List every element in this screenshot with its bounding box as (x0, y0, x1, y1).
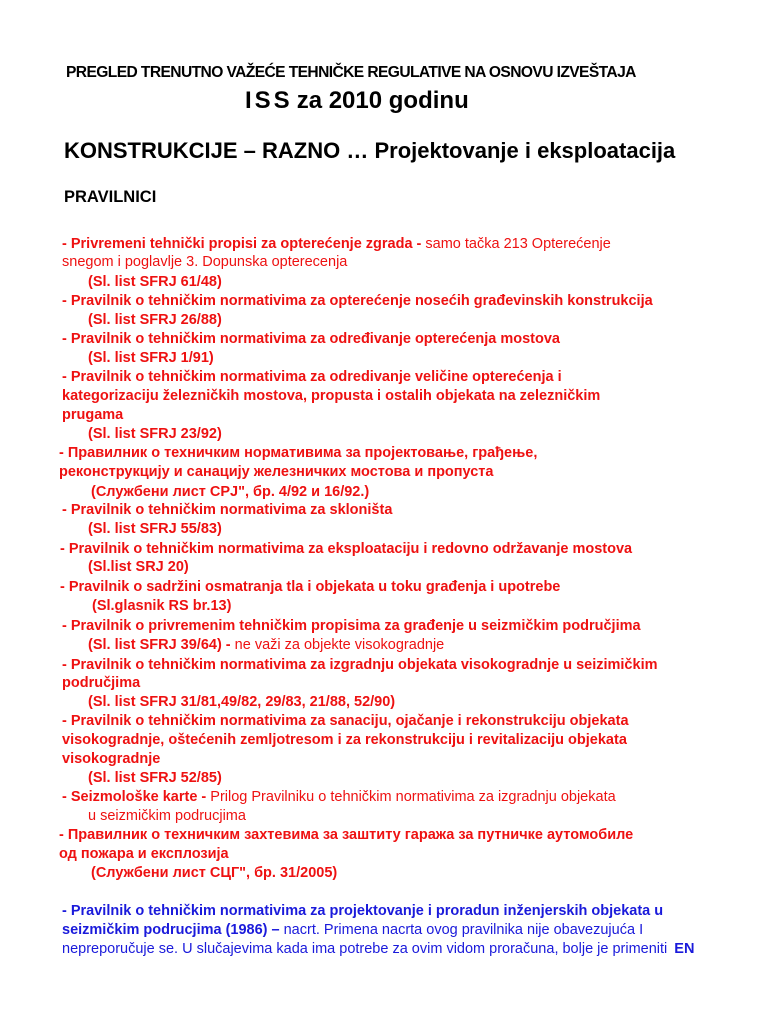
regulation-title: visokogradnje, oštećenih zemljotresom i za rekonstrukciju i revitalizaciju objekata (62, 732, 627, 748)
regulation-title: - Privremeni tehnički propisi za opterećenje zgrada - (62, 236, 422, 252)
regulation-title: - Pravilnik o tehničkim normativima za izgradnju objekata visokogradnje u seizimičkim (62, 657, 658, 673)
regulation-title: реконструкцију и санацију железничких мостова и пропуста (59, 464, 494, 480)
regulation-item (62, 235, 611, 253)
regulation-title: - Pravilnik o tehničkim normativima za sanaciju, ojačanje i rekonstrukciju objekata (62, 713, 629, 729)
regulation-title: - Pravilnik o tehničkim normativima za određivanje opterećenja mostova (62, 331, 560, 347)
regulation-item (62, 921, 643, 939)
regulation-item (62, 940, 694, 958)
iss-label: ISS (245, 87, 293, 114)
regulation-title: - Pravilnik o privremenim tehničkim propisima za građenje u seizmičkim područjima (62, 618, 641, 634)
standard-abbreviation: EN (674, 941, 695, 957)
gazette-reference (88, 636, 444, 654)
regulation-title: - Pravilnik o tehničkim normativima za skloništa (62, 502, 393, 518)
regulation-title: prugama (62, 407, 124, 423)
gazette-reference: (Sl.list SRJ 20) (88, 559, 189, 575)
regulation-item (62, 788, 616, 806)
gazette-reference: (Sl. list SFRJ 55/83) (88, 521, 222, 537)
gazette-reference: (Sl.glasnik RS br.13) (92, 598, 232, 614)
regulation-title: kategorizaciju železničkih mostova, propusta i ostalih objekata na zelezničkim (62, 388, 601, 404)
report-heading: PREGLED TRENUTNO VAŽEĆE TEHNIČKE REGULATIVE NA OSNOVU IZVEŠTAJA (66, 64, 636, 81)
regulation-title: - Seizmološke karte - (62, 789, 207, 805)
regulation-note: samo tačka 213 Opterećenje (421, 236, 611, 252)
regulation-title: područjima (62, 675, 141, 691)
gazette-reference: (Sl. list SFRJ 23/92) (88, 426, 222, 442)
regulation-title: - Pravilnik o tehničkim normativima za eksploataciju i redovno održavanje mostova (60, 541, 633, 557)
gazette-reference: (Службени лист СЦГ", бр. 31/2005) (91, 865, 338, 881)
regulation-note: ne važi za objekte visokogradnje (230, 637, 445, 653)
gazette-reference: (Sl. list SFRJ 61/48) (88, 274, 222, 290)
regulation-note: u seizmičkim podrucjima (88, 808, 246, 824)
regulation-title: visokogradnje (62, 751, 161, 767)
regulation-title: - Pravilnik o tehničkim normativima za opterećenje nosećih građevinskih konstrukcija (62, 293, 653, 309)
gazette-reference-code: (Sl. list SFRJ 39/64) - (88, 637, 231, 653)
regulation-title: - Pravilnik o tehničkim normativima za odredivanje veličine opterećenja i (62, 369, 562, 385)
gazette-reference: (Sl. list SFRJ 31/81,49/82, 29/83, 21/88, 52/90) (88, 694, 396, 710)
regulation-note: nepreporučuje se. U slučajevima kada ima potrebe za ovim vidom proračuna, bolje je primeniti (62, 941, 668, 957)
regulation-title: - Правилник о техничким нормативима за пројектовање, грађење, (59, 445, 538, 461)
gazette-reference: (Sl. list SFRJ 26/88) (88, 312, 222, 328)
subsection-title: PRAVILNICI (64, 188, 157, 206)
year-label: za 2010 godinu (296, 87, 469, 114)
regulation-title: - Pravilnik o tehničkim normativima za projektovanje i proradun inženjerskih objekata u (62, 903, 664, 919)
section-title: KONSTRUKCIJE – RAZNO … Projektovanje i eksploatacija (64, 138, 676, 163)
regulation-title: - Pravilnik o sadržini osmatranja tla i objekata u toku građenja i upotrebe (60, 579, 561, 595)
regulation-note: Prilog Pravilniku o tehničkim normativima za izgradnju objekata (206, 789, 616, 805)
regulation-title: seizmičkim podrucjima (1986) – (62, 922, 280, 938)
regulation-title: - Правилник о техничким захтевима за заштиту гаража за путничке аутомобиле (59, 827, 634, 843)
regulation-note: nacrt. Primena nacrta ovog pravilnika nije obavezujuća I (279, 922, 644, 938)
gazette-reference: (Sl. list SFRJ 52/85) (88, 770, 222, 786)
regulation-title: од пожара и експлозија (59, 846, 229, 862)
regulation-note: snegom i poglavlje 3. Dopunska opterecenja (62, 254, 348, 270)
report-year-heading (245, 87, 469, 115)
gazette-reference: (Sl. list SFRJ 1/91) (88, 350, 214, 366)
gazette-reference: (Службени лист СРЈ", бр. 4/92 и 16/92.) (91, 484, 370, 500)
